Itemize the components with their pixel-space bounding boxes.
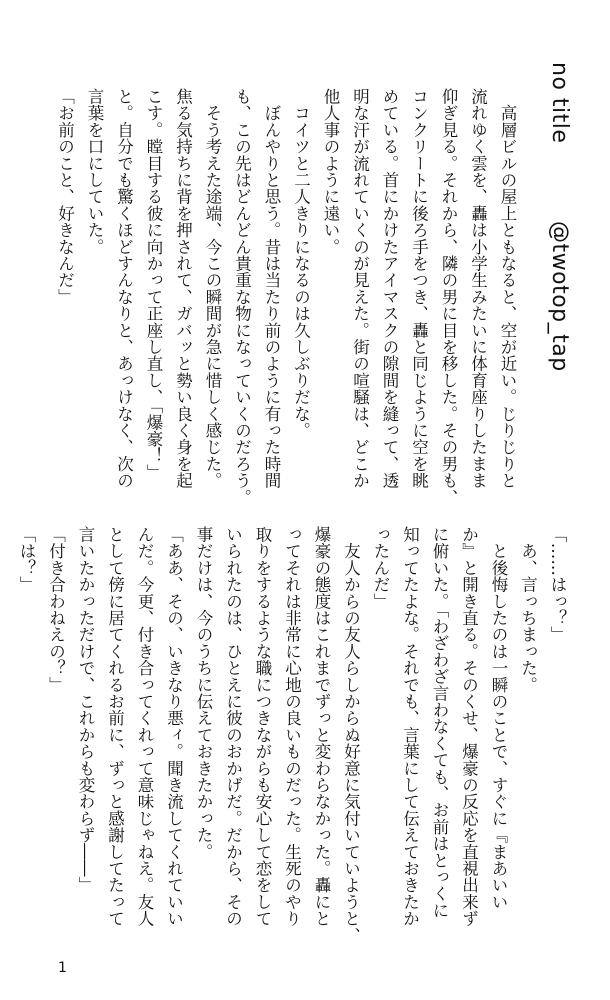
text-line: 「お前のこと、好きなんだ」 xyxy=(55,88,75,306)
page-number: 1 xyxy=(58,960,67,976)
text-line: コンクリートに後ろ手をつき、轟と同じように空を眺 xyxy=(409,88,429,489)
text-block-bottom xyxy=(17,526,572,944)
text-line: んだ。今更、付き合ってくれって意味じゃねえ。友人 xyxy=(135,526,154,927)
text-line: に俯いた。「わざわざ言わなくても、お前はとっくに xyxy=(430,526,449,919)
text-line: 事だけは、今のうちに伝えておきたかった。 xyxy=(194,526,213,860)
text-line: 他人事のように遠い。 xyxy=(321,88,340,255)
text-line: 「付き合わねえの？」 xyxy=(46,526,66,693)
text-line: 流れゆく雲を、轟は小学生みたいに体育座りしたまま xyxy=(468,88,488,489)
text-line: 言いたかっただけで、これからも変わらず――」 xyxy=(76,526,95,894)
text-line: か』と開き直る。そのくせ、爆豪の反応を直視出来ず xyxy=(459,526,479,927)
text-line: めている。首にかけたアイマスクの隙間を縫って、透 xyxy=(380,88,399,489)
text-line: 「……はっ？」 xyxy=(548,526,567,643)
text-line: 友人からの友人らしからぬ好意に気付いていようと、 xyxy=(341,526,361,944)
text-line: ってそれは非常に心地の良いものだった。生死のやり xyxy=(282,526,302,927)
text-line: 言葉を口にしていた。 xyxy=(85,88,104,255)
text-line: 高層ビルの屋上ともなると、空が近い。じりじりと xyxy=(498,88,517,489)
text-line: も、この先はどんどん貴重な物になっていくのだろう。 xyxy=(232,88,252,506)
text-block-top xyxy=(52,88,522,506)
text-line: いられたのは、ひとえに彼のおかげだ。だから、その xyxy=(223,526,243,927)
text-line: 取りをするような職につきながらも安心して恋をして xyxy=(253,526,272,927)
text-line: として傍に居てくれるお前に、ずっと感謝してたって xyxy=(105,526,125,927)
text-line: 焦る気持ちに背を押されて、ガバッと勢い良く身を起 xyxy=(173,88,193,489)
text-line: と。自分でも驚くほどすんなりと、あっけなく、次の xyxy=(114,88,134,489)
text-line: と後悔したのは一瞬のことで、すぐに『まあいい xyxy=(489,526,508,911)
text-line: 仰ぎ見る。それから、隣の男に目を移した。その男も、 xyxy=(439,88,458,506)
text-line: ったんだ」 xyxy=(371,526,390,610)
text-line: 「ああ、その、いきなり悪ィ。聞き流してくれていい xyxy=(164,526,184,927)
document-title: no title xyxy=(547,62,572,144)
text-line: こす。瞠目する彼に向かって正座し直し、「爆豪！」 xyxy=(144,88,163,481)
page-header xyxy=(547,62,572,372)
text-line: コイツと二人きりになるのは久しぶりだな。 xyxy=(291,88,311,439)
author-handle: @twotop_tap xyxy=(547,220,572,372)
text-line: 「は？」 xyxy=(17,526,36,593)
text-line: 爆豪の態度はこれまでずっと変わらなかった。轟にと xyxy=(312,526,331,927)
text-line: 知ってたよな。それでも、言葉にして伝えておきたか xyxy=(400,526,420,927)
text-line: そう考えた途端、今この瞬間が急に惜しく感じた。 xyxy=(203,88,222,489)
text-line: 明な汗が流れていくのが見えた。街の喧騒は、どこか xyxy=(350,88,370,489)
text-line: あ、言っちまった。 xyxy=(518,526,538,693)
text-line: ぼんやりと思う。昔は当たり前のように有った時間 xyxy=(262,88,281,489)
